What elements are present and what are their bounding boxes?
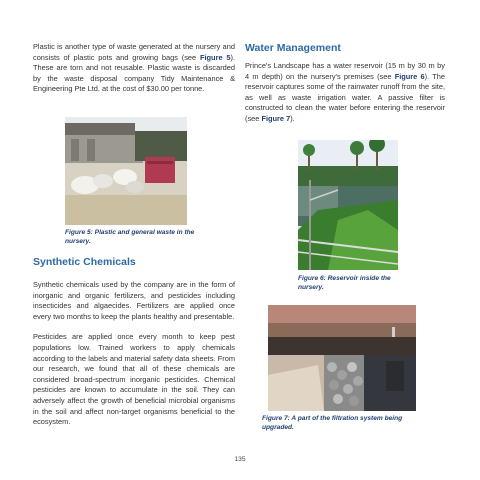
- water-management-paragraph: Prince's Landscape has a water reservoir (15 m by 30 m by 4 m depth) on the nursery's premises (see Figure 6). The reservoir captures some of the rainwater runoff from the site, as well as waste irrigation water. A passive filter is constructed to clean the water before entering the reservoir (see Figure 7).: [245, 61, 445, 123]
- plastic-waste-paragraph: Plastic is another type of waste generated at the nursery and consists of plastic pots and growing bags (see Figure 5). These are torn and not reusable. Plastic waste is discarded by the waste disposal company Tidy Maintenance & Engineering Pte Ltd. at the cost of $30.00 per tonne.: [33, 42, 235, 94]
- right-column: [245, 42, 445, 125]
- figure-6-caption: Figure 6: Reservoir inside the nursery.: [298, 275, 391, 291]
- left-column: [33, 42, 235, 95]
- figure-6-photo: [298, 140, 398, 270]
- figure-7-reference[interactable]: Figure 7: [261, 113, 291, 123]
- synthetic-chemicals-heading: Synthetic Chemicals: [33, 256, 136, 268]
- figure-7-photo: [268, 305, 416, 411]
- synthetic-chemicals-section: [33, 256, 235, 428]
- figure-7-caption: Figure 7: A part of the filtration system being upgraded.: [262, 415, 403, 431]
- page-number: 135: [234, 456, 246, 463]
- water-management-heading: Water Management: [245, 42, 341, 54]
- figure-5-caption: Figure 5: Plastic and general waste in the nursery.: [65, 229, 195, 245]
- figure-5-photo: [65, 117, 187, 225]
- fertilizers-paragraph: Synthetic chemicals used by the company are in the form of inorganic and organic fertilizers, and pesticides including insecticides and algaecides. Fertilizers are applied once every two months to keep the plants healthy and presentable.: [33, 280, 235, 321]
- figure-6-reference[interactable]: Figure 6: [394, 71, 425, 81]
- pesticides-paragraph: Pesticides are applied once every month to keep pest populations low. Trained workers to apply chemicals according to the labels and material safety data sheets. From our research, we found that all of these chemicals are considered broad-spectrum inorganic pesticides. Chemical pesticides are known to accumulate in the soil. They can adversely affect the growth of beneficial microbial organisms in the soil and affect non-target organisms beneficial to the ecosystem.: [33, 332, 235, 427]
- figure-5-reference[interactable]: Figure 5: [199, 52, 231, 62]
